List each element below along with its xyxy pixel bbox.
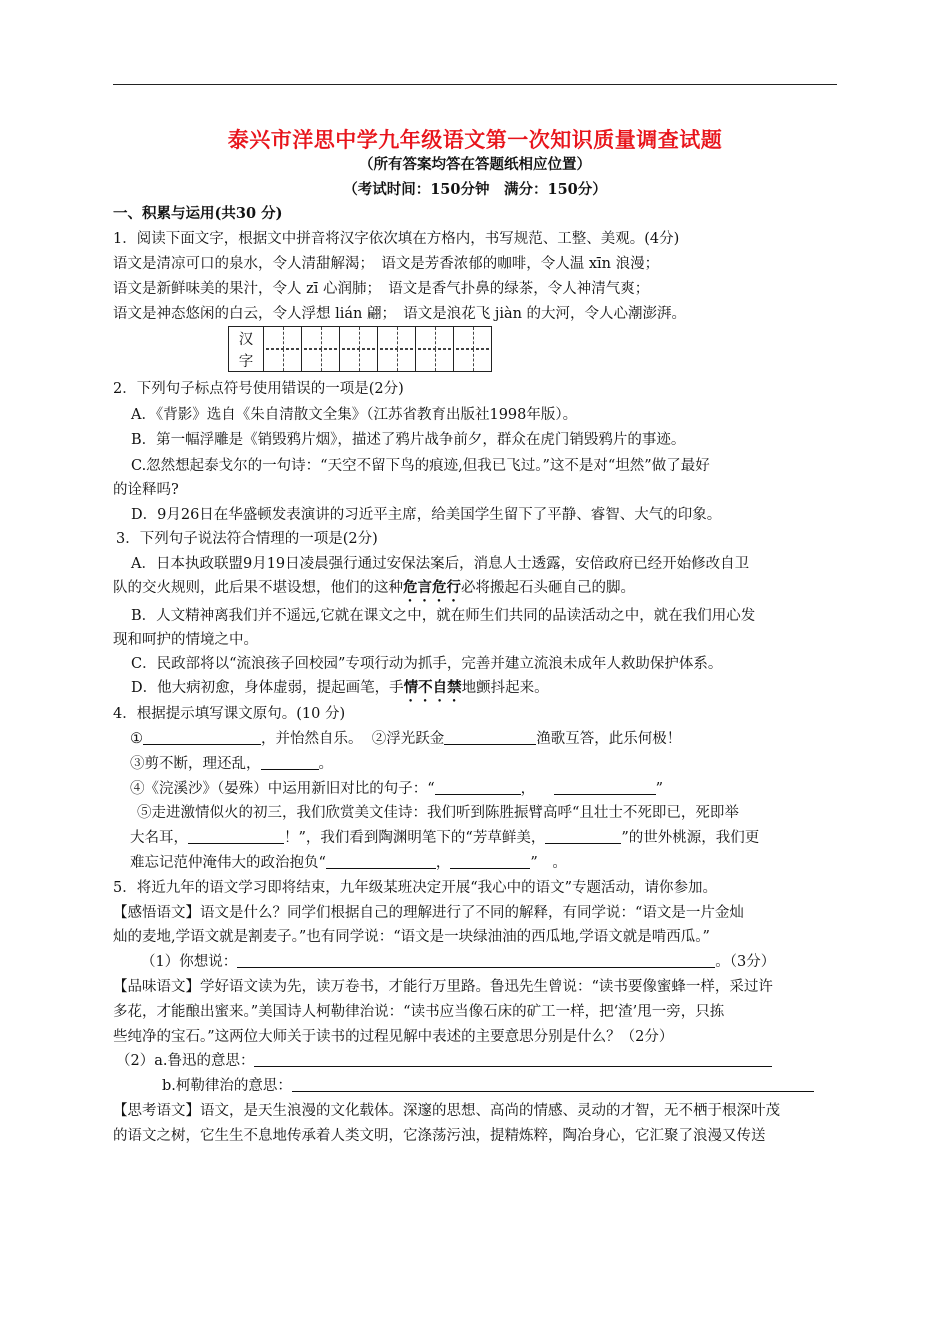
q1-stem: 1．阅读下面文字，根据文中拼音将汉字依次填在方格内，书写规范、工整、美观。(4分) — [113, 231, 680, 247]
q5-savor-1: 【品味语文】学好语文读为先，读万卷书，才能行万里路。鲁迅先生曾说：“读书要像蜜蜂一样，采过许 — [113, 979, 773, 995]
q1-line-1: 语文是清凉可口的泉水，令人清甜解渴； 语文是芳香浓郁的咖啡，令人温 xīn 浪漫； — [113, 256, 660, 272]
q1-line-2: 语文是新鲜味美的果汁，令人 zī 心润肺； 语文是香气扑鼻的绿茶，令人神清气爽； — [113, 281, 650, 297]
grid-cell[interactable] — [378, 349, 416, 372]
q2-option-c: C.忽然想起泰戈尔的一句诗：“天空不留下鸟的痕迹,但我已飞过。”这不是对“坦然”做了最好 — [131, 458, 710, 474]
q4-item-5-cont2: 难忘记范仲淹伟大的政治抱负“ ， ” 。 — [130, 855, 567, 871]
q5-think-1: 【思考语文】语文，是天生浪漫的文化载体。深邃的思想、高尚的情感、灵动的才智，无不栖于根深叶茂 — [113, 1103, 780, 1119]
answer-blank[interactable] — [292, 1077, 814, 1092]
q4-item-5-cont: 大名耳， ！”，我们看到陶渊明笔下的“芳草鲜美， ”的世外桃源，我们更 — [130, 830, 760, 846]
grid-cell[interactable] — [454, 327, 492, 350]
q2-option-a: A．《背影》选自《朱自清散文全集》（江苏省教育出版社1998年版）。 — [131, 407, 578, 423]
grid-cell[interactable] — [378, 327, 416, 350]
answer-blank[interactable] — [545, 829, 621, 844]
q3-stem: 3．下列句子说法符合情理的一项是(2分) — [116, 531, 378, 547]
answer-blank[interactable] — [326, 854, 436, 869]
q4-item-4: ④《浣溪沙》（晏殊）中运用新旧对比的句子：“ ， ” — [130, 781, 664, 797]
header-rule — [113, 84, 837, 85]
grid-cell[interactable] — [416, 327, 454, 350]
section-heading: 一、积累与运用(共30 分) — [113, 205, 283, 222]
grid-cell[interactable] — [454, 349, 492, 372]
q5-perceive-2: 灿的麦地,学语文就是割麦子。”也有同学说：“语文是一块绿油油的西瓜地,学语文就是啃西瓜。” — [113, 929, 710, 945]
q5-sub-2b: b.柯勒律治的意思： — [162, 1076, 814, 1096]
q3-option-c: C．民政部将以“流浪孩子回校园”专项行动为抓手，完善并建立流浪未成年人救助保护体系。 — [131, 656, 723, 672]
answer-blank[interactable] — [444, 730, 536, 745]
q2-option-d: D．9月26日在华盛顿发表演讲的习近平主席，给美国学生留下了平静、睿智、大气的印象。 — [131, 507, 722, 523]
q2-stem: 2．下列句子标点符号使用错误的一项是(2分) — [113, 381, 404, 397]
answer-blank[interactable] — [554, 780, 656, 795]
q2-option-c-cont: 的诠释吗? — [113, 482, 179, 498]
q1-line-3: 语文是神态悠闲的白云，令人浮想 lián 翩； 语文是浪花飞 jiàn 的大河，令人心潮澎湃。 — [113, 306, 687, 322]
grid-cell[interactable] — [340, 349, 378, 372]
exam-title: 泰兴市洋思中学九年级语文第一次知识质量调查试题 — [227, 127, 723, 152]
grid-cell[interactable] — [416, 349, 454, 372]
q5-savor-2: 多花，才能酿出蜜来。”美国诗人柯勒律治说：“读书应当像石床的矿工一样，把‘渣’甩一旁，只拣 — [113, 1004, 725, 1020]
answer-blank[interactable] — [188, 829, 284, 844]
q3-option-a: A．日本执政联盟9月19日凌晨强行通过安保法案后，消息人士透露，安倍政府已经开始修改自卫 — [131, 556, 750, 572]
q5-sub-2a: （2）a.鲁迅的意思： — [116, 1051, 772, 1071]
grid-cell[interactable] — [302, 349, 340, 372]
q5-sub-1: （1）你想说： 。（3分） — [141, 954, 776, 970]
q4-item-3: ③剪不断，理还乱， 。 — [130, 756, 333, 772]
grid-label-bottom: 字 — [229, 349, 264, 372]
answer-blank[interactable] — [237, 953, 715, 968]
grid-cell[interactable] — [264, 327, 302, 350]
q5-savor-3: 些纯净的宝石。”这两位大师关于读书的过程见解中表述的主要意思分别是什么？（2分） — [113, 1029, 674, 1045]
answer-blank[interactable] — [261, 755, 319, 770]
emphasis-phrase: 情不自禁 — [403, 679, 462, 696]
q5-perceive-1: 【感悟语文】语文是什么？同学们根据自己的理解进行了不同的解释，有同学说：“语文是一片金灿 — [113, 905, 744, 921]
answer-blank[interactable] — [435, 780, 521, 795]
q5-think-2: 的语文之树，它生生不息地传承着人类文明，它涤荡污浊，提精炼粹，陶冶身心，它汇聚了浪漫又传送 — [113, 1128, 766, 1144]
answer-blank[interactable] — [143, 730, 261, 745]
answer-blank[interactable] — [254, 1052, 772, 1067]
grid-label-top: 汉 — [229, 327, 264, 350]
q3-option-b-cont: 现和呵护的情境之中。 — [113, 632, 258, 648]
q2-option-b: B．第一幅浮雕是《销毁鸦片烟》，描述了鸦片战争前夕，群众在虎门销毁鸦片的事迹。 — [131, 432, 686, 448]
q3-option-a-cont: 队的交火规则，此后果不堪设想，他们的这种危言危行必将搬起石头砸自己的脚。 — [113, 579, 635, 596]
answer-note: （所有答案均答在答题纸相应位置） — [359, 156, 591, 173]
emphasis-phrase: 危言危行 — [403, 579, 461, 596]
grid-cell[interactable] — [264, 349, 302, 372]
time-info: （考试时间：150分钟 满分：150分） — [343, 181, 607, 198]
q4-stem: 4．根据提示填写课文原句。(10 分) — [113, 706, 346, 722]
q5-stem: 5．将近九年的语文学习即将结束，九年级某班决定开展“我心中的语文”专题活动，请你参加。 — [113, 880, 718, 896]
hanzi-writing-grid[interactable] — [228, 326, 492, 372]
q3-option-b: B．人文精神离我们并不遥远,它就在课文之中，就在师生们共同的品读活动之中，就在我们用心发 — [131, 608, 756, 624]
q3-option-d: D．他大病初愈，身体虚弱，提起画笔，手情不自禁地颤抖起来。 — [131, 679, 549, 696]
answer-blank[interactable] — [450, 854, 530, 869]
q4-item-5: ⑤走进激情似火的初三，我们欣赏美文佳诗：我们听到陈胜振臂高呼“且壮士不死即已，死即举 — [137, 805, 739, 821]
q4-item-1-2: ① ，并怡然自乐。 ②浮光跃金 渔歌互答，此乐何极！ — [130, 731, 682, 747]
grid-cell[interactable] — [302, 327, 340, 350]
grid-cell[interactable] — [340, 327, 378, 350]
